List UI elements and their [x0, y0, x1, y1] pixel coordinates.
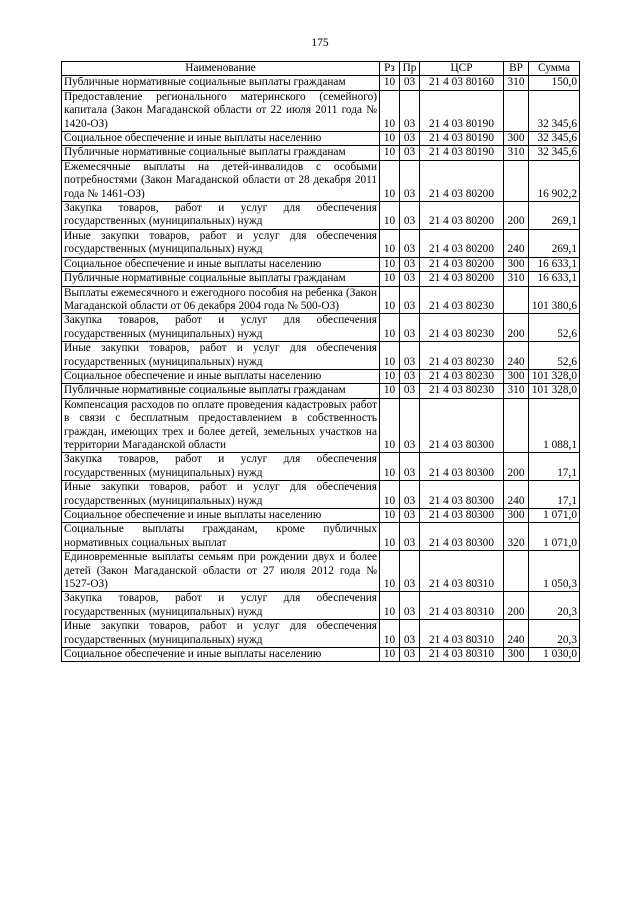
cell-name: Закупка товаров, работ и услуг для обеспечения государственных (муниципальных) нужд	[62, 314, 380, 342]
cell-pr: 03	[400, 257, 420, 271]
table-row	[62, 592, 580, 620]
cell-vr: 310	[504, 76, 529, 90]
table-row	[62, 398, 580, 453]
table-row	[62, 160, 580, 201]
cell-csr: 21 4 03 80310	[420, 551, 504, 592]
table-row	[62, 286, 580, 314]
cell-vr: 200	[504, 453, 529, 481]
cell-pr: 03	[400, 369, 420, 383]
cell-name: Иные закупки товаров, работ и услуг для обеспечения государственных (муниципальных) нужд	[62, 342, 380, 370]
cell-pr: 03	[400, 160, 420, 201]
cell-vr: 310	[504, 384, 529, 398]
cell-sum: 1 071,0	[529, 523, 580, 551]
cell-rz: 10	[380, 369, 400, 383]
cell-sum: 101 328,0	[529, 369, 580, 383]
cell-sum: 16 633,1	[529, 272, 580, 286]
cell-pr: 03	[400, 272, 420, 286]
cell-pr: 03	[400, 342, 420, 370]
cell-vr	[504, 160, 529, 201]
cell-vr: 300	[504, 369, 529, 383]
cell-name: Иные закупки товаров, работ и услуг для обеспечения государственных (муниципальных) нужд	[62, 620, 380, 648]
cell-name: Социальные выплаты гражданам, кроме публичных нормативных социальных выплат	[62, 523, 380, 551]
cell-name: Закупка товаров, работ и услуг для обеспечения государственных (муниципальных) нужд	[62, 202, 380, 230]
cell-csr: 21 4 03 80300	[420, 523, 504, 551]
page-number: 175	[311, 37, 329, 49]
cell-vr: 300	[504, 132, 529, 146]
cell-rz: 10	[380, 314, 400, 342]
cell-name: Социальное обеспечение и иные выплаты населению	[62, 648, 380, 662]
cell-pr: 03	[400, 509, 420, 523]
cell-sum: 17,1	[529, 481, 580, 509]
cell-csr: 21 4 03 80300	[420, 509, 504, 523]
cell-rz: 10	[380, 272, 400, 286]
cell-rz: 10	[380, 481, 400, 509]
cell-csr: 21 4 03 80230	[420, 384, 504, 398]
cell-name: Социальное обеспечение и иные выплаты населению	[62, 369, 380, 383]
table-header-row	[62, 62, 580, 76]
cell-sum: 269,1	[529, 229, 580, 257]
cell-sum: 1 030,0	[529, 648, 580, 662]
cell-rz: 10	[380, 229, 400, 257]
cell-vr	[504, 398, 529, 453]
cell-vr	[504, 286, 529, 314]
table-row	[62, 523, 580, 551]
cell-rz: 10	[380, 76, 400, 90]
cell-sum: 101 328,0	[529, 384, 580, 398]
cell-pr: 03	[400, 384, 420, 398]
cell-pr: 03	[400, 202, 420, 230]
cell-pr: 03	[400, 229, 420, 257]
cell-csr: 21 4 03 80200	[420, 202, 504, 230]
table-body	[62, 76, 580, 662]
cell-csr: 21 4 03 80230	[420, 314, 504, 342]
cell-name: Ежемесячные выплаты на детей-инвалидов с особыми потребностями (Закон Магаданской области от 28 декабря 2011 года № 1461-ОЗ)	[62, 160, 380, 201]
cell-sum: 1 050,3	[529, 551, 580, 592]
cell-vr: 300	[504, 257, 529, 271]
header-name: Наименование	[62, 62, 380, 76]
cell-name: Публичные нормативные социальные выплаты гражданам	[62, 146, 380, 160]
header-vr: ВР	[504, 62, 529, 76]
table-row	[62, 481, 580, 509]
cell-vr: 200	[504, 202, 529, 230]
table-row	[62, 620, 580, 648]
table-row	[62, 202, 580, 230]
cell-csr: 21 4 03 80300	[420, 453, 504, 481]
cell-csr: 21 4 03 80190	[420, 90, 504, 131]
cell-csr: 21 4 03 80190	[420, 132, 504, 146]
cell-pr: 03	[400, 286, 420, 314]
cell-vr	[504, 551, 529, 592]
cell-csr: 21 4 03 80310	[420, 648, 504, 662]
cell-vr: 320	[504, 523, 529, 551]
cell-csr: 21 4 03 80300	[420, 481, 504, 509]
cell-csr: 21 4 03 80310	[420, 592, 504, 620]
cell-csr: 21 4 03 80190	[420, 146, 504, 160]
cell-sum: 52,6	[529, 314, 580, 342]
cell-rz: 10	[380, 202, 400, 230]
cell-vr: 240	[504, 342, 529, 370]
cell-vr	[504, 90, 529, 131]
cell-sum: 20,3	[529, 620, 580, 648]
table-row	[62, 146, 580, 160]
table-row	[62, 384, 580, 398]
cell-vr: 310	[504, 272, 529, 286]
cell-sum: 52,6	[529, 342, 580, 370]
cell-name: Выплаты ежемесячного и ежегодного пособия на ребенка (Закон Магаданской области от 06 декабря 2004 года № 500-ОЗ)	[62, 286, 380, 314]
table-row	[62, 648, 580, 662]
table-row	[62, 509, 580, 523]
cell-vr: 300	[504, 509, 529, 523]
cell-pr: 03	[400, 132, 420, 146]
cell-name: Иные закупки товаров, работ и услуг для обеспечения государственных (муниципальных) нужд	[62, 481, 380, 509]
cell-rz: 10	[380, 286, 400, 314]
cell-sum: 150,0	[529, 76, 580, 90]
table-row	[62, 551, 580, 592]
cell-sum: 32 345,6	[529, 90, 580, 131]
table-row	[62, 453, 580, 481]
cell-pr: 03	[400, 620, 420, 648]
table-row	[62, 314, 580, 342]
cell-pr: 03	[400, 146, 420, 160]
cell-rz: 10	[380, 523, 400, 551]
cell-rz: 10	[380, 398, 400, 453]
cell-csr: 21 4 03 80300	[420, 398, 504, 453]
cell-sum: 101 380,6	[529, 286, 580, 314]
cell-sum: 32 345,6	[529, 132, 580, 146]
cell-pr: 03	[400, 523, 420, 551]
cell-vr: 310	[504, 146, 529, 160]
cell-name: Закупка товаров, работ и услуг для обеспечения государственных (муниципальных) нужд	[62, 453, 380, 481]
cell-csr: 21 4 03 80160	[420, 76, 504, 90]
table-row	[62, 90, 580, 131]
table-row	[62, 272, 580, 286]
cell-rz: 10	[380, 146, 400, 160]
table-row	[62, 257, 580, 271]
cell-sum: 20,3	[529, 592, 580, 620]
cell-rz: 10	[380, 384, 400, 398]
cell-name: Социальное обеспечение и иные выплаты населению	[62, 257, 380, 271]
cell-rz: 10	[380, 257, 400, 271]
cell-name: Иные закупки товаров, работ и услуг для обеспечения государственных (муниципальных) нужд	[62, 229, 380, 257]
cell-name: Публичные нормативные социальные выплаты гражданам	[62, 384, 380, 398]
cell-rz: 10	[380, 592, 400, 620]
table-row	[62, 229, 580, 257]
cell-vr: 200	[504, 592, 529, 620]
cell-rz: 10	[380, 648, 400, 662]
cell-csr: 21 4 03 80230	[420, 369, 504, 383]
cell-vr: 240	[504, 620, 529, 648]
cell-rz: 10	[380, 160, 400, 201]
cell-csr: 21 4 03 80230	[420, 342, 504, 370]
cell-sum: 1 088,1	[529, 398, 580, 453]
table-row	[62, 369, 580, 383]
header-rz: Рз	[380, 62, 400, 76]
cell-rz: 10	[380, 342, 400, 370]
cell-rz: 10	[380, 132, 400, 146]
cell-pr: 03	[400, 398, 420, 453]
cell-vr: 240	[504, 481, 529, 509]
cell-sum: 269,1	[529, 202, 580, 230]
header-pr: Пр	[400, 62, 420, 76]
cell-sum: 17,1	[529, 453, 580, 481]
cell-csr: 21 4 03 80230	[420, 286, 504, 314]
header-csr: ЦСР	[420, 62, 504, 76]
cell-csr: 21 4 03 80200	[420, 272, 504, 286]
cell-name: Предоставление регионального материнского (семейного) капитала (Закон Магаданской области от 22 июля 2011 года № 1420-ОЗ)	[62, 90, 380, 131]
cell-csr: 21 4 03 80310	[420, 620, 504, 648]
budget-table	[61, 61, 580, 662]
cell-name: Публичные нормативные социальные выплаты гражданам	[62, 272, 380, 286]
cell-name: Социальное обеспечение и иные выплаты населению	[62, 132, 380, 146]
cell-vr: 300	[504, 648, 529, 662]
cell-pr: 03	[400, 453, 420, 481]
cell-rz: 10	[380, 551, 400, 592]
cell-rz: 10	[380, 620, 400, 648]
cell-pr: 03	[400, 76, 420, 90]
cell-csr: 21 4 03 80200	[420, 229, 504, 257]
cell-rz: 10	[380, 453, 400, 481]
cell-rz: 10	[380, 90, 400, 131]
cell-name: Компенсация расходов по оплате проведения кадастровых работ в связи с бесплатным предоставлением в собственность граждан, имеющих трех и более детей, земельных участков на территории Магаданской области	[62, 398, 380, 453]
cell-pr: 03	[400, 551, 420, 592]
cell-sum: 32 345,6	[529, 146, 580, 160]
table-row	[62, 132, 580, 146]
cell-sum: 16 902,2	[529, 160, 580, 201]
cell-pr: 03	[400, 481, 420, 509]
cell-vr: 200	[504, 314, 529, 342]
cell-vr: 240	[504, 229, 529, 257]
cell-name: Закупка товаров, работ и услуг для обеспечения государственных (муниципальных) нужд	[62, 592, 380, 620]
cell-name: Единовременные выплаты семьям при рождении двух и более детей (Закон Магаданской области от 27 июля 2012 года № 1527-ОЗ)	[62, 551, 380, 592]
cell-rz: 10	[380, 509, 400, 523]
header-sum: Сумма	[529, 62, 580, 76]
cell-sum: 1 071,0	[529, 509, 580, 523]
table-row	[62, 342, 580, 370]
cell-name: Социальное обеспечение и иные выплаты населению	[62, 509, 380, 523]
cell-csr: 21 4 03 80200	[420, 257, 504, 271]
cell-name: Публичные нормативные социальные выплаты гражданам	[62, 76, 380, 90]
table-row	[62, 76, 580, 90]
cell-pr: 03	[400, 592, 420, 620]
cell-pr: 03	[400, 314, 420, 342]
cell-pr: 03	[400, 648, 420, 662]
cell-pr: 03	[400, 90, 420, 131]
cell-csr: 21 4 03 80200	[420, 160, 504, 201]
cell-sum: 16 633,1	[529, 257, 580, 271]
